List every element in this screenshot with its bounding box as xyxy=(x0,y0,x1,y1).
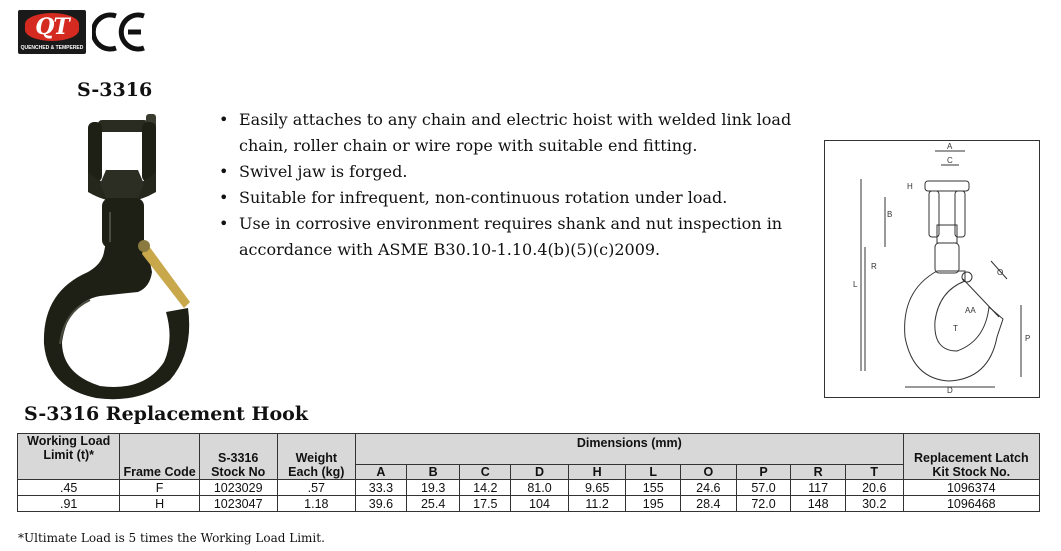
diagram-label-d: D xyxy=(947,386,953,395)
cell-dim-t: 20.6 xyxy=(845,480,903,496)
cell-wll: .91 xyxy=(18,496,120,512)
cell-weight: .57 xyxy=(277,480,356,496)
cell-latch: 1096468 xyxy=(903,496,1039,512)
cell-dim-o: 24.6 xyxy=(681,480,737,496)
cell-dim-d: 81.0 xyxy=(511,480,569,496)
header-dim-p: P xyxy=(736,465,791,480)
diagram-label-r: R xyxy=(871,262,877,271)
cell-weight: 1.18 xyxy=(277,496,356,512)
cell-dim-h: 9.65 xyxy=(568,480,626,496)
spec-table xyxy=(17,433,1040,512)
feature-item: • Easily attaches to any chain and electric hoist with welded link load chain, roller chain or wire rope with suitable end fitting. xyxy=(215,107,815,159)
cell-frame: F xyxy=(120,480,200,496)
header-dim-d: D xyxy=(511,465,569,480)
header-replacement-latch-kit: Replacement Latch Kit Stock No. xyxy=(903,434,1039,480)
cell-dim-d: 104 xyxy=(511,496,569,512)
header-frame-code: Frame Code xyxy=(120,434,200,480)
cell-frame: H xyxy=(120,496,200,512)
cell-dim-h: 11.2 xyxy=(568,496,626,512)
feature-item: • Swivel jaw is forged. xyxy=(215,159,815,185)
diagram-label-a: A xyxy=(947,142,953,151)
feature-item: • Suitable for infrequent, non-continuous rotation under load. xyxy=(215,185,815,211)
table-row xyxy=(18,480,1040,496)
diagram-label-aa: AA xyxy=(965,306,976,315)
qt-logo-text: QT xyxy=(35,14,69,40)
cell-dim-a: 33.3 xyxy=(356,480,407,496)
cell-dim-b: 19.3 xyxy=(406,480,460,496)
diagram-label-l: L xyxy=(853,280,858,289)
cell-dim-c: 14.2 xyxy=(460,480,511,496)
table-title: S-3316 Replacement Hook xyxy=(24,403,309,425)
feature-list xyxy=(215,107,815,263)
table-row xyxy=(18,496,1040,512)
cell-dim-a: 39.6 xyxy=(356,496,407,512)
cell-stock: 1023047 xyxy=(199,496,277,512)
cell-dim-p: 72.0 xyxy=(736,496,791,512)
feature-item: • Use in corrosive environment requires shank and nut inspection in accordance with ASME B30.10-1.10.4(b)(5)(c)2009. xyxy=(215,211,815,263)
header-dim-h: H xyxy=(568,465,626,480)
diagram-label-h: H xyxy=(907,182,913,191)
diagram-label-b: B xyxy=(887,210,893,219)
model-number: S-3316 xyxy=(77,79,153,101)
header-dim-a: A xyxy=(356,465,407,480)
cell-dim-p: 57.0 xyxy=(736,480,791,496)
header-dim-l: L xyxy=(626,465,681,480)
header-weight: Weight Each (kg) xyxy=(277,434,356,480)
cell-dim-o: 28.4 xyxy=(681,496,737,512)
cell-dim-l: 195 xyxy=(626,496,681,512)
diagram-label-t: T xyxy=(953,324,958,333)
cell-stock: 1023029 xyxy=(199,480,277,496)
header-dim-t: T xyxy=(845,465,903,480)
swivel-hook-image xyxy=(40,112,200,402)
diagram-label-p: P xyxy=(1025,334,1031,343)
cell-dim-l: 155 xyxy=(626,480,681,496)
dimension-diagram xyxy=(824,140,1040,398)
cell-dim-c: 17.5 xyxy=(460,496,511,512)
qt-logo xyxy=(18,10,86,54)
header-dim-r: R xyxy=(791,465,846,480)
diagram-label-c: C xyxy=(947,156,953,165)
cell-dim-t: 30.2 xyxy=(845,496,903,512)
cell-dim-b: 25.4 xyxy=(406,496,460,512)
footnote: *Ultimate Load is 5 times the Working Load Limit. xyxy=(18,531,325,545)
header-dim-c: C xyxy=(460,465,511,480)
cell-dim-r: 117 xyxy=(791,480,846,496)
header-stock-no: S-3316 Stock No xyxy=(199,434,277,480)
ce-mark-logo xyxy=(92,8,148,56)
cell-wll: .45 xyxy=(18,480,120,496)
header-dim-o: O xyxy=(681,465,737,480)
diagram-label-o: O xyxy=(997,268,1004,277)
cell-dim-r: 148 xyxy=(791,496,846,512)
header-dim-b: B xyxy=(406,465,460,480)
header-working-load-limit: Working Load Limit (t)* xyxy=(18,434,120,480)
qt-logo-subtext: QUENCHED & TEMPERED xyxy=(20,45,84,51)
cell-latch: 1096374 xyxy=(903,480,1039,496)
header-dimensions: Dimensions (mm) xyxy=(356,434,903,465)
